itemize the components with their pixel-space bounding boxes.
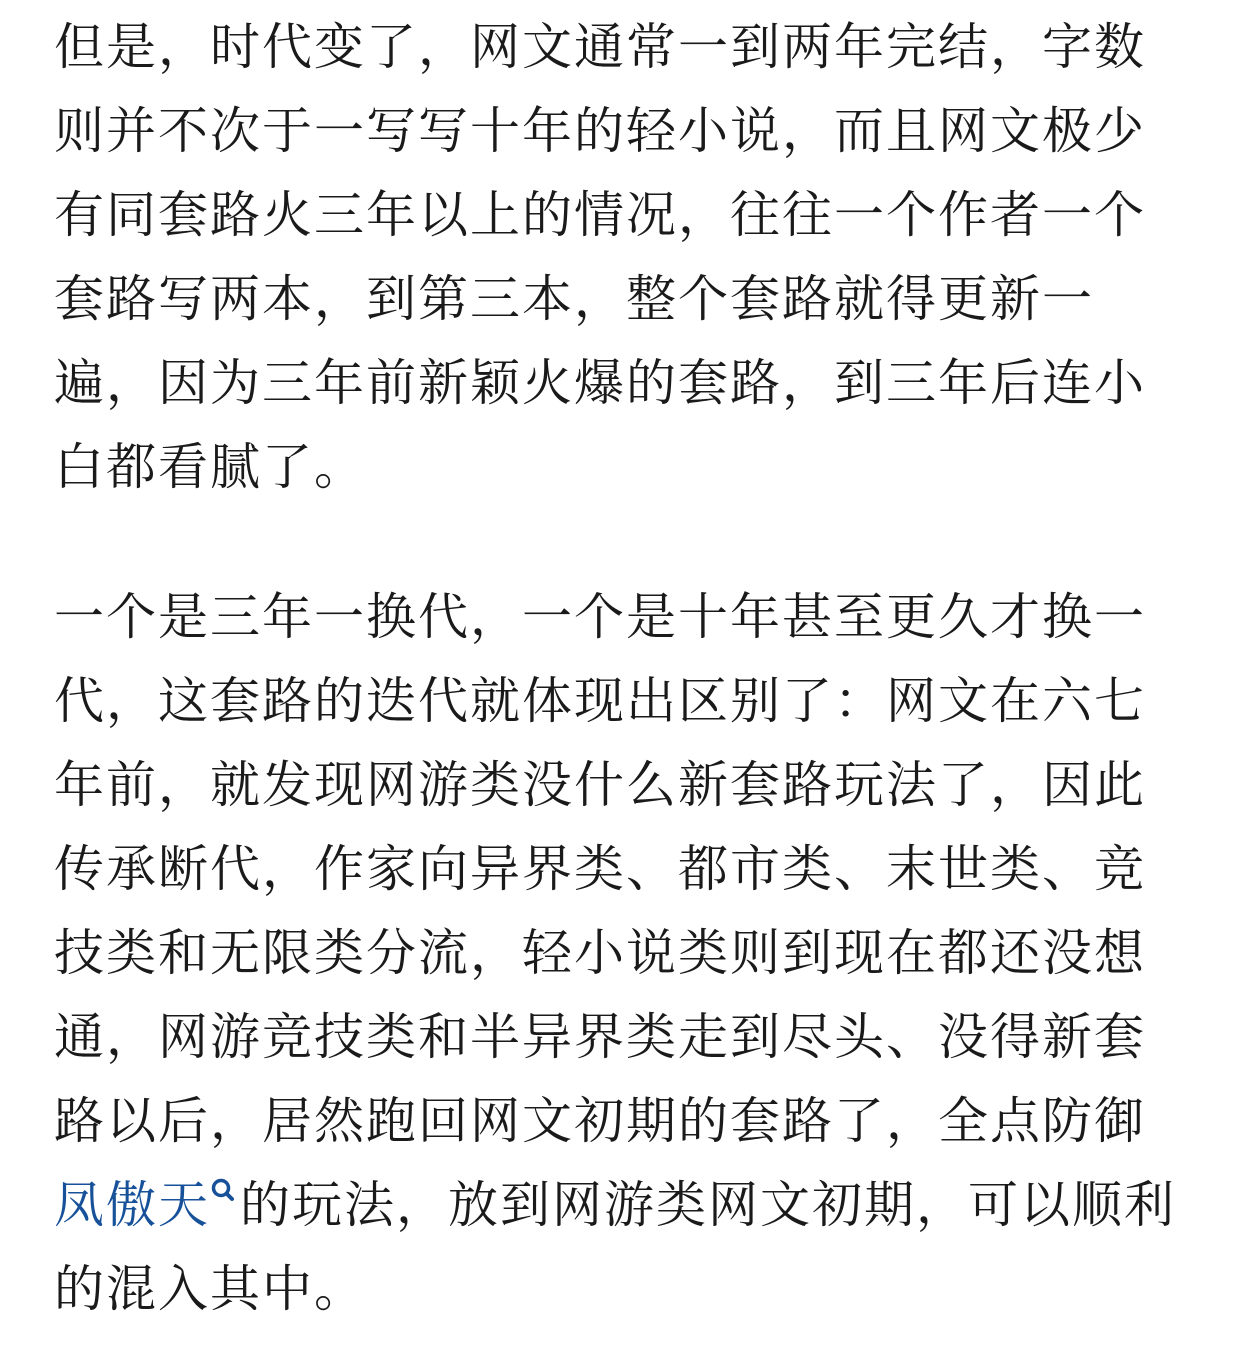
search-icon[interactable] [210,1177,236,1211]
paragraph-text: 的玩法，放到网游类网文初期，可以顺利的混入其中。 [54,1176,1176,1318]
keyword-search-link[interactable] [54,1176,240,1234]
paragraph-text: 但是，时代变了，网文通常一到两年完结，字数则并不次于一写写十年的轻小说，而且网文极少有同套路火三年以上的情况，往往一个作者一个套路写两本，到第三本，整个套路就得更新一遍，因为三年前新颖火爆的套路，到三年后连小白都看腻了。 [54,18,1146,496]
paragraph-text: 一个是三年一换代，一个是十年甚至更久才换一代，这套路的迭代就体现出区别了：网文在六七年前，就发现网游类没什么新套路玩法了，因此传承断代，作家向异界类、都市类、末世类、竞技类和无限类分流，轻小说类则到现在都还没想通，网游竞技类和半异界类走到尽头、没得新套路以后，居然跑回网文初期的套路了，全点防御 [54,588,1146,1150]
keyword-link-text[interactable]: 凤傲天 [54,1176,210,1234]
paragraph [54,575,1184,1331]
paragraph [54,5,1154,509]
